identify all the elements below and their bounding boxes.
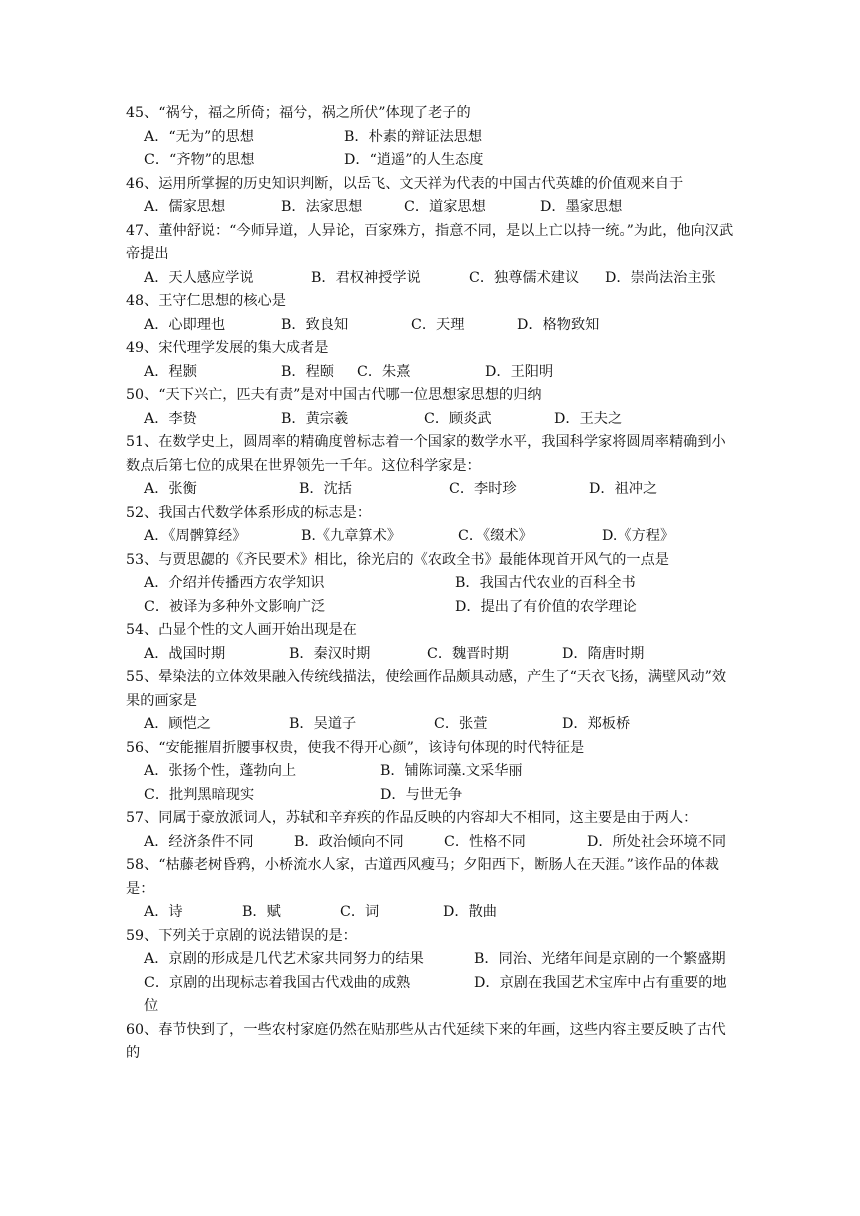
question-58-options bbox=[126, 901, 736, 925]
option-d: D．隋唐时期 bbox=[562, 645, 645, 662]
option-b: B．黄宗羲 bbox=[281, 410, 349, 427]
question-60: 60、春节快到了，一些农村家庭仍然在贴那些从古代延续下来的年画，这些内容主要反映了古代的 bbox=[126, 1021, 726, 1061]
option-c: C．性格不同 bbox=[444, 833, 526, 850]
option-c: C．《缀术》 bbox=[458, 528, 533, 544]
option-d: D．墨家思想 bbox=[540, 199, 623, 215]
option-a: A．天人感应学说 bbox=[144, 269, 254, 286]
option-c: C．张萱 bbox=[434, 716, 488, 732]
option-a: A．经济条件不同 bbox=[144, 833, 254, 850]
option-c: C．京剧的出现标志着我国古代戏曲的成熟 bbox=[144, 974, 411, 991]
option-b: B．铺陈词藻.文采华丽 bbox=[380, 763, 523, 779]
option-a: A．张衡 bbox=[144, 481, 197, 497]
option-a: A．顾恺之 bbox=[144, 716, 211, 732]
option-c: C．批判黑暗现实 bbox=[144, 786, 255, 803]
question-56-options-row-1 bbox=[126, 760, 736, 784]
question-57-options bbox=[126, 831, 736, 855]
option-c: C．李时珍 bbox=[449, 481, 517, 497]
question-50: 50、“天下兴亡，匹夫有责”是对中国古代哪一位思想家思想的归纳 bbox=[126, 387, 542, 403]
option-a: A．“无为”的思想 bbox=[144, 128, 254, 145]
option-b: B．秦汉时期 bbox=[289, 645, 371, 662]
option-d: D．郑板桥 bbox=[562, 716, 631, 732]
option-a: A．程颢 bbox=[144, 363, 197, 380]
question-51: 51、在数学史上，圆周率的精确度曾标志着一个国家的数学水平，我国科学家将圆周率精确到小数点后第七位的成果在世界领先一千年。这位科学家是： bbox=[126, 434, 726, 474]
option-d: D．与世无争 bbox=[380, 786, 463, 803]
option-b: B．同治、光绪年间是京剧的一个繁盛期 bbox=[474, 951, 726, 967]
question-49: 49、宋代理学发展的集大成者是 bbox=[126, 340, 329, 356]
question-53: 53、与贾思勰的《齐民要术》相比，徐光启的《农政全书》最能体现首开风气的一点是 bbox=[126, 551, 669, 568]
option-b: B．政治倾向不同 bbox=[294, 833, 404, 850]
question-48-options bbox=[126, 314, 736, 338]
option-b: B．程颐 bbox=[281, 363, 334, 380]
question-52-options bbox=[126, 525, 736, 549]
option-d: D．祖冲之 bbox=[589, 481, 658, 497]
option-d: D．格物致知 bbox=[517, 316, 600, 333]
option-c: C．天理 bbox=[411, 316, 465, 333]
question-47-options bbox=[126, 267, 736, 291]
question-59: 59、下列关于京剧的说法错误的是： bbox=[126, 927, 357, 944]
question-56-options-row-2 bbox=[126, 784, 736, 808]
question-58: 58、“枯藤老树昏鸦，小桥流水人家，古道西风瘦马；夕阳西下，断肠人在天涯。”该作品的体裁是： bbox=[126, 857, 719, 897]
option-c: C．独尊儒术建议 bbox=[469, 269, 580, 286]
question-50-options bbox=[126, 408, 736, 432]
question-45-options-row-2 bbox=[126, 149, 736, 173]
option-d: D．崇尚法治主张 bbox=[605, 269, 716, 286]
option-d: D．王阳明 bbox=[485, 363, 554, 380]
option-c: C．被译为多种外文影响广泛 bbox=[144, 598, 326, 615]
option-a: A．《周髀算经》 bbox=[144, 528, 247, 544]
question-47: 47、董仲舒说：“今师异道，人异论，百家殊方，指意不同，是以上亡以持一统。”为此，他向汉武帝提出 bbox=[126, 222, 734, 262]
question-57: 57、同属于豪放派词人，苏轼和辛弃疾的作品反映的内容却大不相同，这主要是由于两人： bbox=[126, 810, 698, 826]
option-a: A．儒家思想 bbox=[144, 199, 226, 215]
question-55-options bbox=[126, 713, 736, 737]
option-c: C．顾炎武 bbox=[424, 410, 492, 427]
question-46-options bbox=[126, 196, 736, 220]
question-52: 52、我国古代数学体系形成的标志是： bbox=[126, 504, 372, 521]
option-b: B．我国古代农业的百科全书 bbox=[455, 575, 636, 591]
option-d: D．所处社会环境不同 bbox=[587, 833, 727, 850]
question-53-options-row-1 bbox=[126, 572, 736, 596]
option-b: B.《九章算术》 bbox=[301, 528, 402, 544]
option-a: A．京剧的形成是几代艺术家共同努力的结果 bbox=[144, 951, 424, 967]
option-a: A．介绍并传播西方农学知识 bbox=[144, 575, 325, 591]
option-a: A．诗 bbox=[144, 904, 183, 920]
question-53-options-row-2 bbox=[126, 596, 736, 620]
question-54-options bbox=[126, 643, 736, 667]
option-a: A．战国时期 bbox=[144, 645, 226, 662]
option-d: D．京剧在我国艺术宝库中占有重要的地位 bbox=[144, 974, 727, 1014]
question-46: 46、运用所掌握的历史知识判断，以岳飞、文天祥为代表的中国古代英雄的价值观来自于 bbox=[126, 175, 684, 192]
option-d: D．提出了有价值的农学理论 bbox=[455, 598, 637, 615]
option-b: B．君权神授学说 bbox=[311, 269, 421, 286]
option-b: B．吴道子 bbox=[289, 716, 357, 732]
option-c: C．“齐物”的思想 bbox=[144, 152, 255, 168]
question-59-options-row-1 bbox=[126, 948, 736, 972]
option-d: D．“逍遥”的人生态度 bbox=[344, 152, 484, 168]
option-d: D．散曲 bbox=[443, 904, 497, 920]
option-b: B．赋 bbox=[242, 904, 281, 920]
question-51-options bbox=[126, 478, 736, 502]
question-list bbox=[126, 102, 736, 1066]
option-a: A．张扬个性，蓬勃向上 bbox=[144, 763, 297, 779]
question-45: 45、“祸兮，福之所倚；福兮，祸之所伏”体现了老子的 bbox=[126, 105, 471, 121]
option-b: B．朴素的辩证法思想 bbox=[344, 128, 483, 145]
question-59-options-row-2 bbox=[126, 972, 736, 1019]
question-48: 48、王守仁思想的核心是 bbox=[126, 293, 286, 309]
option-d: D.《方程》 bbox=[602, 528, 675, 544]
question-54: 54、凸显个性的文人画开始出现是在 bbox=[126, 622, 357, 638]
option-b: B．致良知 bbox=[281, 316, 349, 333]
option-b: B．法家思想 bbox=[281, 199, 363, 215]
option-c: C．道家思想 bbox=[404, 199, 486, 215]
option-a: A．李贽 bbox=[144, 410, 197, 427]
option-c: C．词 bbox=[340, 904, 380, 920]
question-45-options-row-1 bbox=[126, 126, 736, 150]
question-49-options bbox=[126, 361, 736, 385]
option-c: C．魏晋时期 bbox=[427, 645, 509, 662]
question-56: 56、“安能摧眉折腰事权贵，使我不得开心颜”，该诗句体现的时代特征是 bbox=[126, 739, 585, 756]
option-c: C．朱熹 bbox=[357, 363, 411, 380]
option-b: B．沈括 bbox=[299, 481, 352, 497]
question-55: 55、晕染法的立体效果融入传统线描法，使绘画作品颇具动感，产生了“天衣飞扬，满壁风动”效果的画家是 bbox=[126, 669, 727, 709]
option-d: D．王夫之 bbox=[554, 410, 623, 427]
option-a: A．心即理也 bbox=[144, 316, 226, 333]
